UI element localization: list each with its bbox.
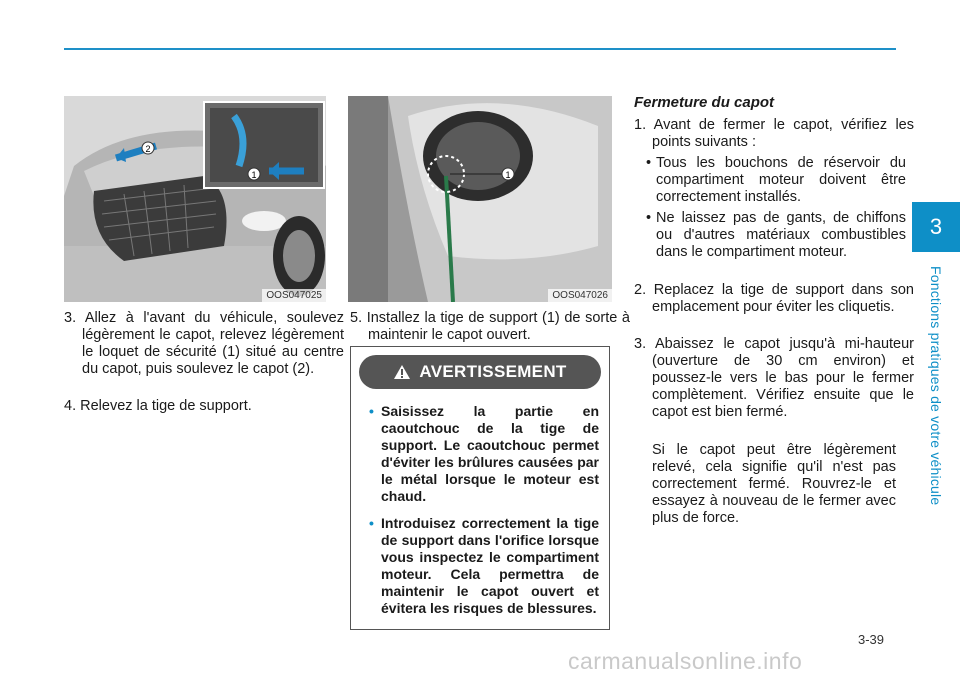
callout-2: 2 (145, 144, 151, 154)
chapter-title (916, 266, 956, 526)
callout-1: 1 (251, 170, 257, 180)
bullet-icon: • (369, 515, 374, 531)
bullet-icon: • (646, 210, 652, 226)
step-3: 3. Allez à l'avant du véhicule, soulevez légèrement le capot, relevez légèrement le loquet de sécurité (1) situé au centre du capot, puis soulevez le capot (2). (64, 310, 344, 377)
page-number: 3-39 (858, 632, 885, 647)
close-step-2: 2. Replacez la tige de support dans son emplacement pour éviter les cliquetis. (634, 282, 914, 315)
warning-box (350, 346, 610, 630)
bullet-text: Ne laissez pas de gants, de chiffons ou d'autres matériaux combustibles dans le compartiment moteur. (656, 210, 906, 260)
figure-code: OOS047025 (262, 289, 326, 302)
figure-hood-latch (64, 96, 326, 302)
warning-item (369, 403, 599, 505)
close-note: Si le capot peut être légèrement relevé, cela signifie qu'il n'est pas correctement fermé. Rouvrez-le et essayez à nouveau de le fermer avec plus de force. (652, 442, 896, 526)
warning-text: Saisissez la partie en caoutchouc de la tige de support. Le caoutchouc permet d'éviter les brûlures causées par le métal lorsque le moteur est chaud. (381, 403, 599, 504)
warning-text: Introduisez correctement la tige de support dans l'orifice lorsque vous inspectez le compartiment moteur. Cela permettra de maintenir le capot ouvert et évitera les risques de blessures. (381, 515, 599, 616)
section-heading: Fermeture du capot (634, 94, 775, 111)
bullet-icon: • (369, 403, 374, 419)
support-rod-illustration (348, 96, 612, 302)
figure-support-rod (348, 96, 612, 302)
chapter-title-text: Fonctions pratiques de votre véhicule (928, 266, 944, 506)
chapter-number: 3 (929, 214, 943, 239)
bullet-icon: • (646, 155, 652, 171)
bullet-text: Tous les bouchons de réservoir du compartiment moteur doivent être correctement installés. (656, 155, 906, 205)
top-rule (64, 48, 896, 50)
step-4: 4. Relevez la tige de support. (64, 398, 252, 414)
warning-icon (393, 364, 411, 380)
watermark: carmanualsonline.info (568, 648, 803, 674)
figure-code: OOS047026 (548, 289, 612, 302)
check-bullet (646, 210, 906, 261)
hood-latch-illustration (64, 96, 326, 302)
check-bullet (646, 155, 906, 206)
close-step-1: 1. Avant de fermer le capot, vérifiez les points suivants : (634, 117, 914, 150)
callout-1: 1 (505, 170, 511, 180)
warning-header (359, 355, 601, 389)
warning-title: AVERTISSEMENT (419, 362, 567, 381)
step-5: 5. Installez la tige de support (1) de sorte à maintenir le capot ouvert. (350, 310, 630, 343)
chapter-number-tab (912, 202, 960, 252)
warning-item (369, 515, 599, 617)
close-step-3: 3. Abaissez le capot jusqu'à mi-hauteur (ouverture de 30 cm environ) et poussez-le vers le bas pour le fermer complètement. Vérifiez ensuite que le capot est bien fermé. (634, 336, 914, 420)
